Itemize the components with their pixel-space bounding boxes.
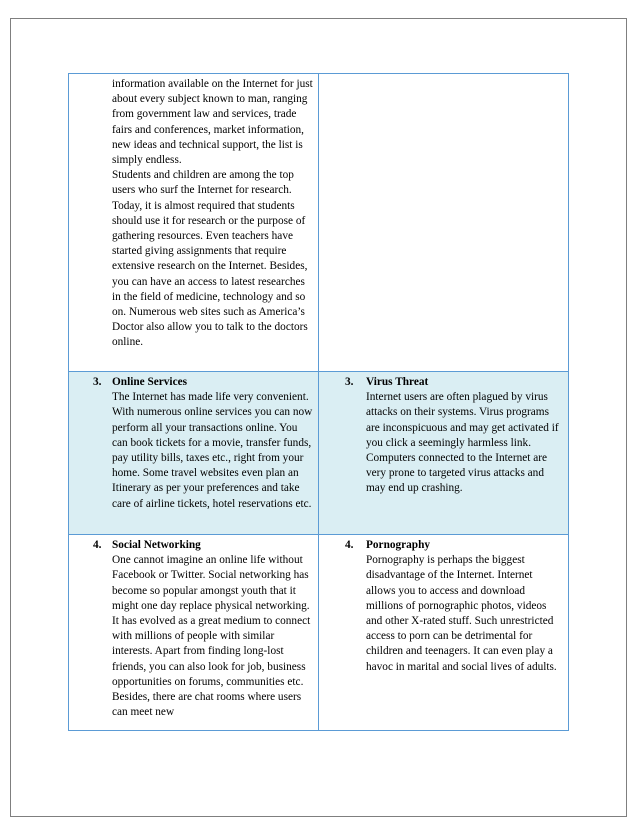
table-cell-right [319, 372, 569, 535]
paragraph: One cannot imagine an online life without Facebook or Twitter. Social networking has become so popular amongst youth that it might one day replace physical networking. It has evolved as a great medium to connect with millions of people with similar interests. Apart from finding long-lost friends, you can also look for job, business opportunities on forums, communities etc. Besides, there are chat rooms where users can meet new [112, 554, 311, 719]
table-cell-right [319, 535, 569, 731]
table-cell-left [69, 535, 319, 731]
paragraph: information available on the Internet for just about every subject known to man, ranging from government law and services, trade fairs and conferences, market information, new ideas and technical support, the list is simply endless. [112, 78, 313, 167]
list-number: 4. [345, 539, 354, 551]
paragraph: Pornography is perhaps the biggest disadvantage of the Internet. Internet allows you to access and download millions of pornographic photos, videos and other X-rated stuff. Such unrestricted access to porn can be detrimental for children and teenagers. It can even play a havoc in marital and social lives of adults. [366, 554, 557, 673]
section-heading: Social Networking [112, 539, 201, 551]
table-cell-left [69, 372, 319, 535]
section-heading: Online Services [112, 376, 187, 388]
list-number: 3. [345, 376, 354, 388]
list-number: 3. [93, 376, 102, 388]
pros-cons-table [68, 73, 569, 731]
paragraph: Students and children are among the top users who surf the Internet for research. Today, it is almost required that students should use it for research or the purpose of gathering resources. Even teachers have started giving assignments that require extensive research on the Internet. Besides, you can have an access to latest researches in the field of medicine, technology and so on. Numerous web sites such as America’s Doctor also allow you to talk to the doctors online. [112, 169, 308, 349]
section-heading: Pornography [366, 539, 431, 551]
table-row [69, 372, 569, 535]
table-cell-right-empty [319, 74, 569, 372]
paragraph: Internet users are often plagued by virus attacks on their systems. Virus programs are inconspicuous and may get activated if you click a seemingly harmless link. Computers connected to the Internet are very prone to targeted virus attacks and may end up crashing. [366, 391, 559, 495]
list-number: 4. [93, 539, 102, 551]
section-heading: Virus Threat [366, 376, 429, 388]
table-cell-left [69, 74, 319, 372]
paragraph: The Internet has made life very convenient. With numerous online services you can now perform all your transactions online. You can book tickets for a movie, transfer funds, pay utility bills, taxes etc., right from your home. Some travel websites even plan an Itinerary as per your preferences and take care of airline tickets, hotel reservations etc. [112, 391, 313, 510]
table-row [69, 74, 569, 372]
table-row [69, 535, 569, 731]
